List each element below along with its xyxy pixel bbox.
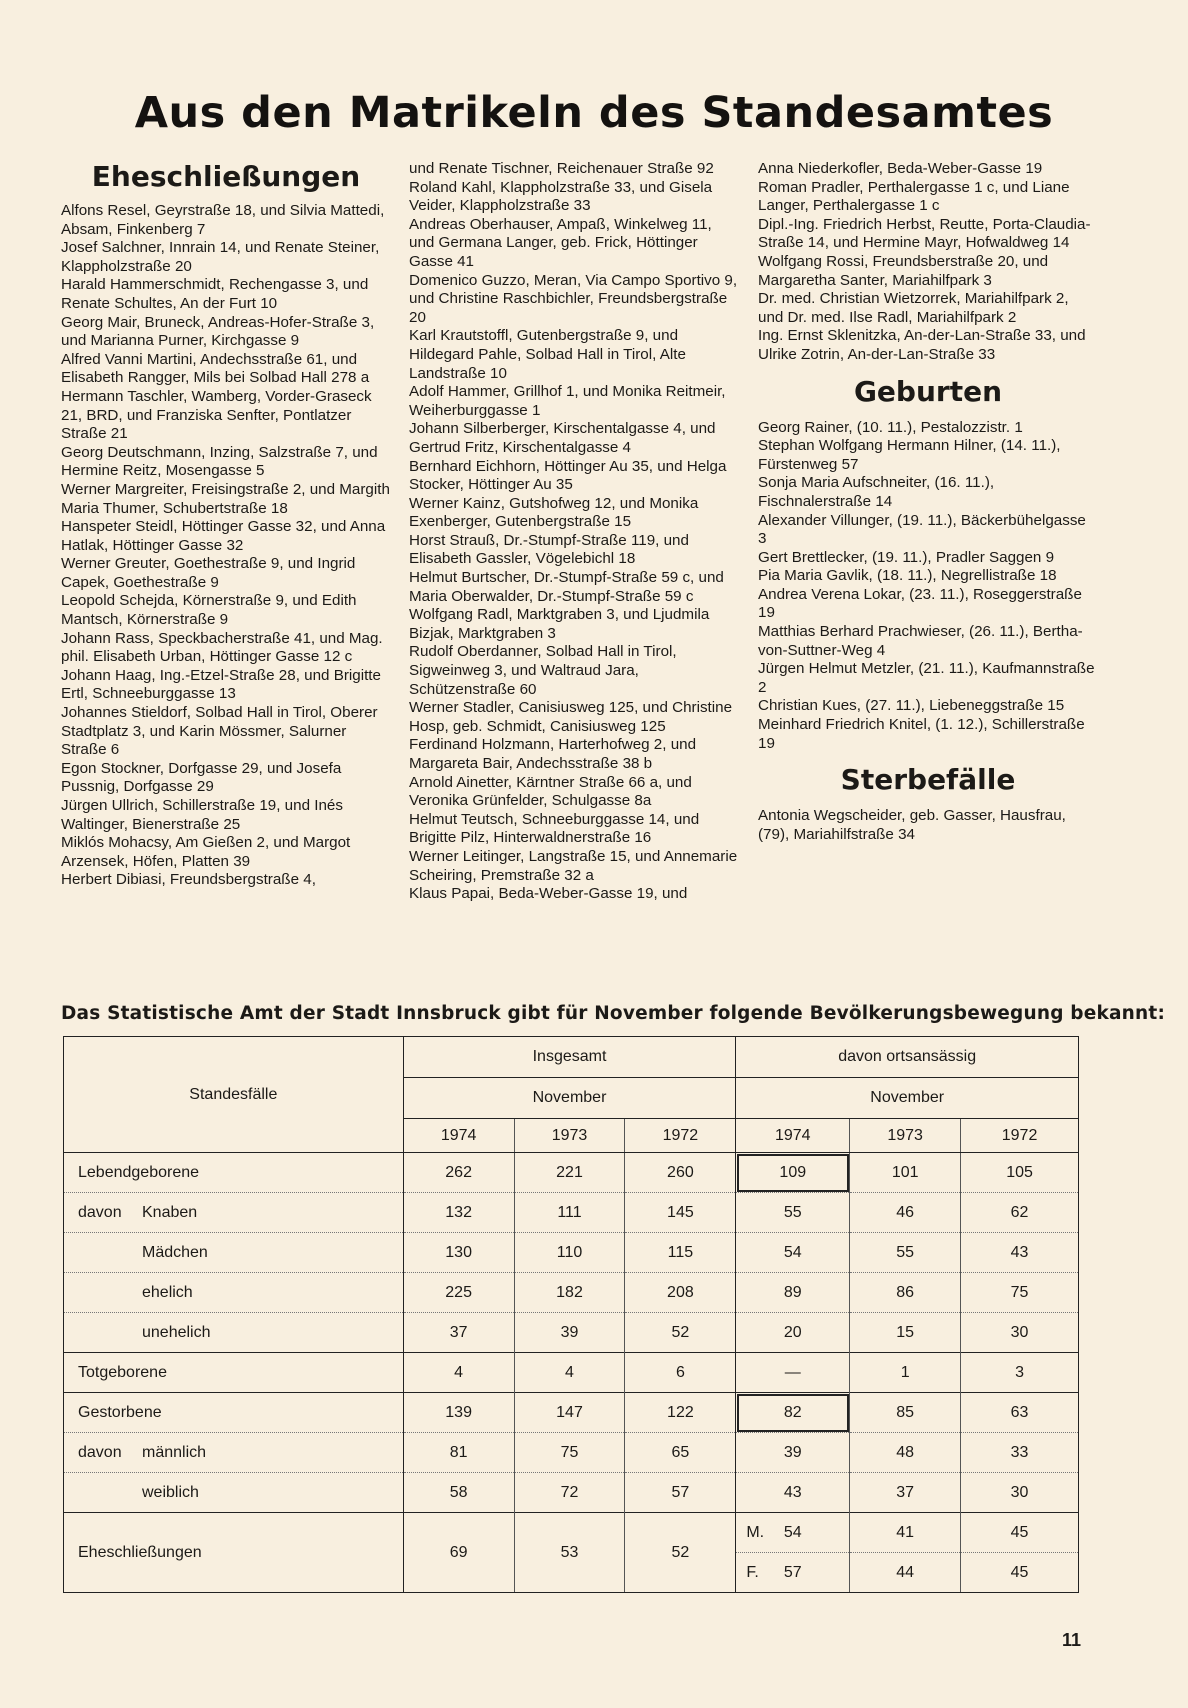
table-cell: 221 — [514, 1153, 625, 1193]
table-cell: 15 — [850, 1313, 961, 1353]
table-cell: 55 — [850, 1233, 961, 1273]
list-item: Gert Brettlecker, (19. 11.), Pradler Saggen 9 — [758, 548, 1055, 566]
table-cell: 75 — [961, 1273, 1079, 1313]
list-item: Egon Stockner, Dorfgasse 29, und Josefa Pussnig, Dorfgasse 29 — [61, 759, 342, 796]
table-cell: 39 — [736, 1433, 850, 1473]
list-item: Meinhard Friedrich Knitel, (1. 12.), Schillerstraße 19 — [758, 716, 1085, 752]
row-label — [64, 1193, 404, 1233]
table-cell: 1 — [850, 1353, 961, 1393]
table-cell: 54 — [736, 1233, 850, 1273]
statistics-table — [63, 1036, 1079, 1593]
table-cell: 86 — [850, 1273, 961, 1313]
list-item: Anna Niederkofler, Beda-Weber-Gasse 19 — [758, 160, 1043, 177]
table-cell: 44 — [850, 1553, 961, 1593]
list-item: Antonia Wegscheider, geb. Gasser, Hausfrau, (79), Mariahilfstraße 34 — [758, 807, 1066, 843]
list-item: Hermann Taschler, Wamberg, Vorder-Graseck 21, BRD, und Franziska Senfter, Pontlatzer Straße 21 — [61, 387, 372, 443]
row-label: ehelich — [64, 1273, 404, 1313]
table-cell: 111 — [514, 1193, 625, 1233]
list-item: Helmut Burtscher, Dr.-Stumpf-Straße 59 c, und Maria Oberwalder, Dr.-Stumpf-Straße 59 c — [409, 569, 724, 605]
year-header: 1974 — [736, 1119, 850, 1153]
table-row — [64, 1313, 1079, 1353]
table-cell: 37 — [403, 1313, 514, 1353]
table-cell: 53 — [514, 1513, 625, 1593]
page-number: 11 — [1061, 1630, 1081, 1650]
table-cell: 52 — [625, 1313, 736, 1353]
marriage-list-1 — [61, 202, 391, 890]
list-item: Ing. Ernst Sklenitzka, An-der-Lan-Straße 33, und Ulrike Zotrin, An-der-Lan-Straße 33 — [758, 327, 1086, 363]
list-item: Hanspeter Steidl, Höttinger Gasse 32, und Anna Hatlak, Höttinger Gasse 32 — [61, 518, 386, 554]
death-list — [758, 807, 1098, 844]
table-cell: 33 — [961, 1433, 1079, 1473]
list-item: Werner Leitinger, Langstraße 15, und Annemarie Scheiring, Premstraße 32 a — [409, 847, 738, 884]
row-label: Mädchen — [64, 1233, 404, 1273]
list-item: Werner Kainz, Gutshofweg 12, und Monika Exenberger, Gutenbergstraße 15 — [409, 494, 699, 531]
marriage-list-2 — [409, 160, 739, 904]
statistics-intro: Das Statistische Amt der Stadt Innsbruck gibt für November folgende Bevölkerungsbewegung bekannt: — [61, 1003, 1166, 1024]
year-header: 1972 — [625, 1119, 736, 1153]
sex-tag: M. — [746, 1523, 765, 1541]
table-cell: 130 — [403, 1233, 514, 1273]
list-item: Alfred Vanni Martini, Andechsstraße 61, und Elisabeth Rangger, Mils bei Solbad Hall 278 a — [61, 350, 370, 387]
table-cell: 45 — [961, 1513, 1079, 1553]
table-row — [64, 1393, 1079, 1433]
row-label: weiblich — [64, 1473, 404, 1513]
table-cell: 63 — [961, 1393, 1079, 1433]
table-row — [64, 1233, 1079, 1273]
table-cell: 43 — [961, 1233, 1079, 1273]
list-item: Leopold Schejda, Körnerstraße 9, und Edith Mantsch, Körnerstraße 9 — [61, 592, 357, 629]
list-item: Arnold Ainetter, Kärntner Straße 66 a, und Veronika Grünfelder, Schulgasse 8a — [409, 773, 692, 810]
table-value: 54 — [783, 1523, 802, 1541]
year-header: 1974 — [403, 1119, 514, 1153]
list-item: Roman Pradler, Perthalergasse 1 c, und Liane Langer, Perthalergasse 1 c — [758, 178, 1070, 215]
list-item: Roland Kahl, Klappholzstraße 33, und Gisela Veider, Klappholzstraße 33 — [409, 178, 713, 215]
table-cell: 65 — [625, 1433, 736, 1473]
table-cell: 72 — [514, 1473, 625, 1513]
list-item: Johann Haag, Ing.-Etzel-Straße 28, und Brigitte Ertl, Schneeburggasse 13 — [61, 666, 381, 703]
list-item: Dipl.-Ing. Friedrich Herbst, Reutte, Porta-Claudia-Straße 14, und Hermine Mayr, Hofwaldweg 14 — [758, 215, 1091, 252]
column-1 — [61, 160, 391, 890]
list-item: Christian Kues, (27. 11.), Liebeneggstraße 15 — [758, 697, 1065, 715]
heading-births: Geburten — [853, 374, 1003, 408]
list-item: Sonja Maria Aufschneiter, (16. 11.), Fischnalerstraße 14 — [758, 474, 995, 510]
table-cell: 122 — [625, 1393, 736, 1433]
sub-label: Knaben — [142, 1203, 198, 1221]
list-item: Helmut Teutsch, Schneeburggasse 14, und Brigitte Pilz, Hinterwaldnerstraße 16 — [409, 810, 700, 847]
table-cell: 82 — [736, 1393, 850, 1433]
list-item: Ferdinand Holzmann, Harterhofweg 2, und Margareta Bair, Andechsstraße 38 b — [409, 736, 697, 772]
davon-label: davon — [78, 1443, 122, 1461]
header-month-total: November — [403, 1078, 736, 1119]
table-cell: 110 — [514, 1233, 625, 1273]
header-ortsansaessig: davon ortsansässig — [736, 1037, 1079, 1078]
list-item: Dr. med. Christian Wietzorrek, Mariahilfpark 2, und Dr. med. Ilse Radl, Mariahilfpark 2 — [758, 290, 1069, 326]
table-cell: 55 — [736, 1193, 850, 1233]
list-item: Alexander Villunger, (19. 11.), Bäckerbühelgasse 3 — [758, 511, 1086, 548]
table-cell — [736, 1553, 850, 1593]
list-item: Alfons Resel, Geyrstraße 18, und Silvia Mattedi, Absam, Finkenberg 7 — [61, 202, 385, 238]
row-label: Eheschließungen — [64, 1513, 404, 1593]
list-item: Werner Stadler, Canisiusweg 125, und Christine Hosp, geb. Schmidt, Canisiusweg 125 — [409, 699, 733, 735]
list-item: Adolf Hammer, Grillhof 1, und Monika Reitmeir, Weiherburggasse 1 — [409, 383, 726, 419]
header-month-local: November — [736, 1078, 1079, 1119]
list-item: Johann Silberberger, Kirschentalgasse 4, und Gertrud Fritz, Kirschentalgasse 4 — [409, 420, 716, 456]
table-cell: 115 — [625, 1233, 736, 1273]
davon-label: davon — [78, 1203, 122, 1221]
table-cell: 4 — [514, 1353, 625, 1393]
table-cell: 30 — [961, 1473, 1079, 1513]
table-cell: — — [736, 1353, 850, 1393]
list-item: Andrea Verena Lokar, (23. 11.), Roseggerstraße 19 — [758, 585, 1082, 622]
header-insgesamt: Insgesamt — [403, 1037, 736, 1078]
list-item: Josef Salchner, Innrain 14, und Renate Steiner, Klappholzstraße 20 — [61, 239, 380, 275]
table-row — [64, 1273, 1079, 1313]
list-item: Pia Maria Gavlik, (18. 11.), Negrellistraße 18 — [758, 567, 1057, 585]
table-cell: 85 — [850, 1393, 961, 1433]
table-cell: 52 — [625, 1513, 736, 1593]
list-item: Georg Mair, Bruneck, Andreas-Hofer-Straße 3, und Marianna Purner, Kirchgasse 9 — [61, 313, 375, 350]
list-item: Karl Krautstoffl, Gutenbergstraße 9, und Hildegard Pahle, Solbad Hall in Tirol, Alte Landstraße 10 — [409, 327, 686, 382]
list-item: Johann Rass, Speckbacherstraße 41, und Mag. phil. Elisabeth Urban, Höttinger Gasse 12 c — [61, 629, 383, 666]
list-item: Wolfgang Radl, Marktgraben 3, und Ljudmila Bizjak, Marktgraben 3 — [409, 606, 710, 642]
table-cell: 81 — [403, 1433, 514, 1473]
table-cell: 58 — [403, 1473, 514, 1513]
row-label: Totgeborene — [64, 1353, 404, 1393]
table-cell: 48 — [850, 1433, 961, 1473]
table-cell: 43 — [736, 1473, 850, 1513]
list-item: Werner Margreiter, Freisingstraße 2, und Margith Maria Thumer, Schubertstraße 18 — [61, 480, 390, 517]
list-item: und Renate Tischner, Reichenauer Straße 92 — [409, 160, 714, 177]
list-item: Jürgen Ullrich, Schillerstraße 19, und Inés Waltinger, Bienerstraße 25 — [61, 797, 343, 833]
list-item: Rudolf Oberdanner, Solbad Hall in Tirol, Sigweinweg 3, und Waltraud Jara, Schützenstraße 60 — [409, 643, 677, 698]
table-row — [64, 1153, 1079, 1193]
table-cell: 139 — [403, 1393, 514, 1433]
heading-marriages: Eheschließungen — [91, 160, 361, 193]
table-row — [64, 1433, 1079, 1473]
table-cell: 208 — [625, 1273, 736, 1313]
list-item: Jürgen Helmut Metzler, (21. 11.), Kaufmannstraße 2 — [758, 660, 1095, 696]
list-item: Bernhard Eichhorn, Höttinger Au 35, und Helga Stocker, Höttinger Au 35 — [409, 457, 727, 494]
list-item: Georg Rainer, (10. 11.), Pestalozzistr. 1 — [758, 418, 1023, 436]
year-header: 1973 — [514, 1119, 625, 1153]
row-label — [64, 1433, 404, 1473]
table-cell: 132 — [403, 1193, 514, 1233]
table-cell: 89 — [736, 1273, 850, 1313]
table-row — [64, 1473, 1079, 1513]
table-cell: 262 — [403, 1153, 514, 1193]
table-cell: 4 — [403, 1353, 514, 1393]
list-item: Harald Hammerschmidt, Rechengasse 3, und Renate Schultes, An der Furt 10 — [61, 276, 369, 312]
table-cell: 260 — [625, 1153, 736, 1193]
table-cell: 3 — [961, 1353, 1079, 1393]
birth-list — [758, 419, 1098, 754]
list-item: Georg Deutschmann, Inzing, Salzstraße 7, und Hermine Reitz, Mosengasse 5 — [61, 443, 378, 480]
list-item: Horst Strauß, Dr.-Stumpf-Straße 119, und Elisabeth Gassler, Vögelebichl 18 — [409, 531, 689, 568]
table-cell: 6 — [625, 1353, 736, 1393]
sex-tag: F. — [746, 1563, 759, 1581]
table-cell: 75 — [514, 1433, 625, 1473]
row-label: Gestorbene — [64, 1393, 404, 1433]
table-cell: 182 — [514, 1273, 625, 1313]
table-cell: 147 — [514, 1393, 625, 1433]
table-row — [64, 1193, 1079, 1233]
list-item: Johannes Stieldorf, Solbad Hall in Tirol, Oberer Stadtplatz 3, und Karin Mössmer, Salurner Straße 6 — [61, 704, 378, 759]
column-2 — [409, 160, 739, 904]
list-item: Domenico Guzzo, Meran, Via Campo Sportivo 9, und Christine Raschbichler, Freundsbergstraße 20 — [409, 271, 738, 326]
table-cell: 37 — [850, 1473, 961, 1513]
table-cell: 46 — [850, 1193, 961, 1233]
table-cell: 225 — [403, 1273, 514, 1313]
list-item: Miklós Mohacsy, Am Gießen 2, und Margot Arzensek, Höfen, Platten 39 — [61, 834, 351, 870]
row-label: unehelich — [64, 1313, 404, 1353]
list-item: Matthias Berhard Prachwieser, (26. 11.), Bertha-von-Suttner-Weg 4 — [758, 623, 1083, 659]
heading-deaths: Sterbefälle — [840, 763, 1016, 797]
row-label: Lebendgeborene — [64, 1153, 404, 1193]
table-cell: 41 — [850, 1513, 961, 1553]
table-cell: 39 — [514, 1313, 625, 1353]
table-cell: 101 — [850, 1153, 961, 1193]
table-cell: 105 — [961, 1153, 1079, 1193]
year-header: 1973 — [850, 1119, 961, 1153]
table-cell: 57 — [625, 1473, 736, 1513]
table-row — [64, 1513, 1079, 1553]
sub-label: männlich — [142, 1443, 207, 1461]
header-standesfaelle: Standesfälle — [64, 1037, 404, 1153]
table-cell: 109 — [736, 1153, 850, 1193]
table-cell: 20 — [736, 1313, 850, 1353]
table-cell: 145 — [625, 1193, 736, 1233]
table-cell — [736, 1513, 850, 1553]
list-item: Werner Greuter, Goethestraße 9, und Ingrid Capek, Goethestraße 9 — [61, 555, 356, 591]
table-cell: 30 — [961, 1313, 1079, 1353]
table-row — [64, 1353, 1079, 1393]
list-item: Herbert Dibiasi, Freundsbergstraße 4, — [61, 871, 316, 889]
list-item: Wolfgang Rossi, Freundsberstraße 20, und Margaretha Santer, Mariahilfpark 3 — [758, 252, 1049, 289]
list-item: Klaus Papai, Beda-Weber-Gasse 19, und — [409, 885, 688, 903]
column-3 — [758, 160, 1098, 844]
table-cell: 69 — [403, 1513, 514, 1593]
year-header: 1972 — [961, 1119, 1079, 1153]
table-cell: 45 — [961, 1553, 1079, 1593]
list-item: Andreas Oberhauser, Ampaß, Winkelweg 11, und Germana Langer, geb. Frick, Höttinger Gasse 41 — [409, 215, 712, 270]
table-cell: 62 — [961, 1193, 1079, 1233]
page-title: Aus den Matrikeln des Standesamtes — [134, 88, 1054, 138]
list-item: Stephan Wolfgang Hermann Hilner, (14. 11.), Fürstenweg 57 — [758, 437, 1061, 473]
table-value: 57 — [783, 1563, 802, 1581]
marriage-list-3 — [758, 160, 1098, 365]
